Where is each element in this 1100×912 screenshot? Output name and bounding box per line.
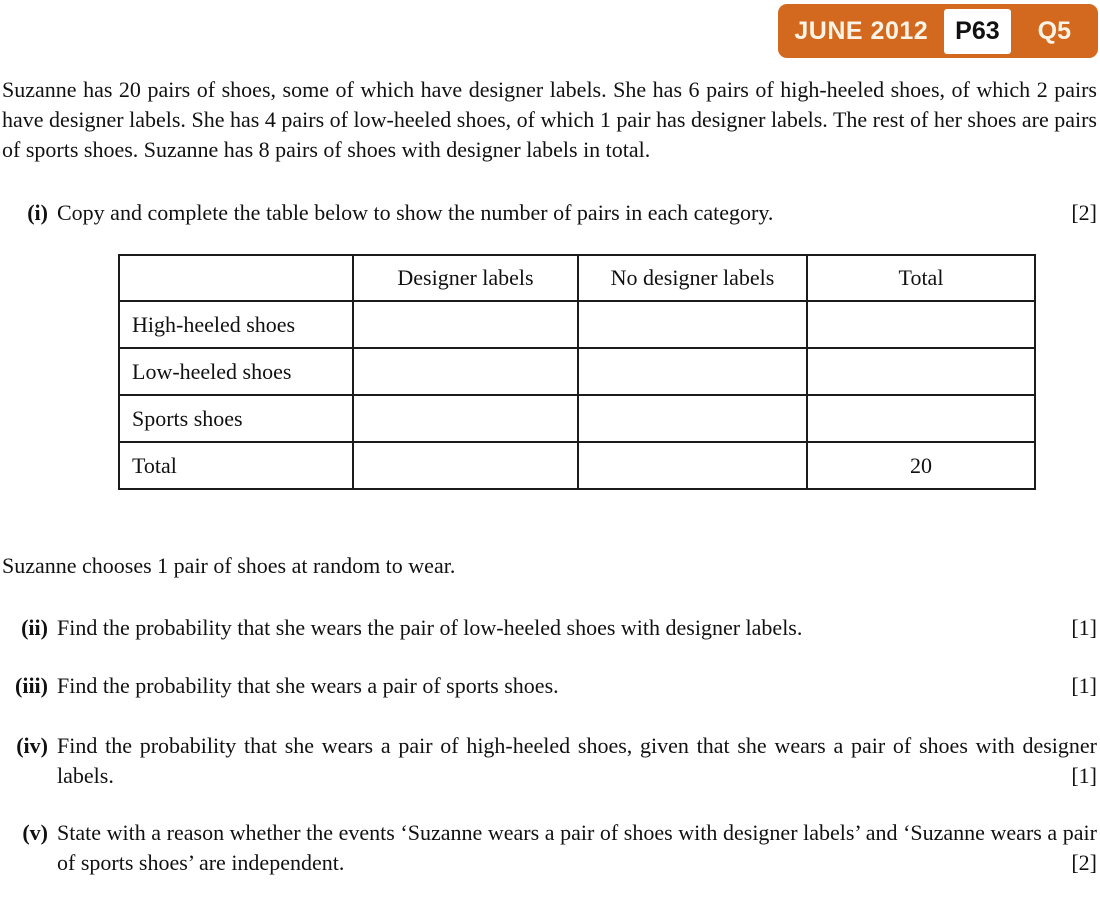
part-iii-marks: [1] (1065, 671, 1097, 701)
part-v-marks: [2] (1065, 848, 1097, 878)
table-corner-cell (119, 255, 353, 301)
col-header-total: Total (807, 255, 1035, 301)
part-ii-text: Find the probability that she wears the pair of low-heeled shoes with designer labels. (57, 615, 803, 640)
cell-sports-no-designer (578, 395, 807, 442)
table-row (119, 442, 1035, 489)
part-v-marker: (v) (22, 820, 48, 845)
col-header-designer-labels: Designer labels (353, 255, 578, 301)
part-i-text-block (57, 198, 1097, 228)
part-v-text: State with a reason whether the events ‘Suzanne wears a pair of shoes with designer labels’ and ‘Suzanne wears a pair of sports shoes’ are independent. (57, 820, 1097, 875)
paper-number-label: P63 (944, 9, 1010, 54)
cell-low-heeled-no-designer (578, 348, 807, 395)
part-iii (0, 671, 1100, 701)
cell-high-heeled-total (807, 301, 1035, 348)
exam-session-label: JUNE 2012 (794, 16, 929, 45)
part-i-text: Copy and complete the table below to show the number of pairs in each category. (57, 200, 774, 225)
row-label-high-heeled: High-heeled shoes (119, 301, 353, 348)
cell-sports-designer (353, 395, 578, 442)
part-i-marks: [2] (1065, 198, 1097, 228)
part-ii-marks: [1] (1065, 613, 1097, 643)
part-i (0, 198, 1100, 228)
question-number-label: Q5 (1037, 16, 1071, 45)
part-ii-marker: (ii) (21, 615, 48, 640)
part-iv (0, 731, 1100, 791)
table-row (119, 348, 1035, 395)
row-label-sports: Sports shoes (119, 395, 353, 442)
table-header-row (119, 255, 1035, 301)
cell-sports-total (807, 395, 1035, 442)
row-label-total: Total (119, 442, 353, 489)
part-iv-text-block (57, 731, 1097, 791)
cell-total-total: 20 (807, 442, 1035, 489)
part-ii-text-block (57, 613, 1097, 643)
question-reference-badge (778, 4, 1098, 58)
cell-total-no-designer (578, 442, 807, 489)
part-v-text-block (57, 818, 1097, 878)
cell-high-heeled-no-designer (578, 301, 807, 348)
interlude-sentence: Suzanne chooses 1 pair of shoes at random to wear. (2, 553, 456, 578)
question-intro-paragraph: Suzanne has 20 pairs of shoes, some of which have designer labels. She has 6 pairs of high-heeled shoes, of which 2 pairs have designer labels. She has 4 pairs of low-heeled shoes, of which 1 pair has designer labels. The rest of her shoes are pairs of sports shoes. Suzanne has 8 pairs of shoes with designer labels in total. (2, 77, 1097, 162)
part-iii-marker: (iii) (15, 673, 48, 698)
cell-total-designer (353, 442, 578, 489)
part-ii (0, 613, 1100, 643)
cell-low-heeled-total (807, 348, 1035, 395)
table-row (119, 395, 1035, 442)
part-iv-marker: (iv) (16, 733, 48, 758)
part-v (0, 818, 1100, 878)
frequency-table (118, 254, 1036, 490)
part-i-marker: (i) (27, 200, 48, 225)
col-header-no-designer-labels: No designer labels (578, 255, 807, 301)
row-label-low-heeled: Low-heeled shoes (119, 348, 353, 395)
part-iv-marks: [1] (1065, 761, 1097, 791)
table-row (119, 301, 1035, 348)
part-iii-text: Find the probability that she wears a pair of sports shoes. (57, 673, 559, 698)
header-row (0, 0, 1100, 58)
cell-low-heeled-designer (353, 348, 578, 395)
cell-high-heeled-designer (353, 301, 578, 348)
part-iii-text-block (57, 671, 1097, 701)
part-iv-text: Find the probability that she wears a pair of high-heeled shoes, given that she wears a pair of shoes with designer labels. (57, 733, 1097, 788)
